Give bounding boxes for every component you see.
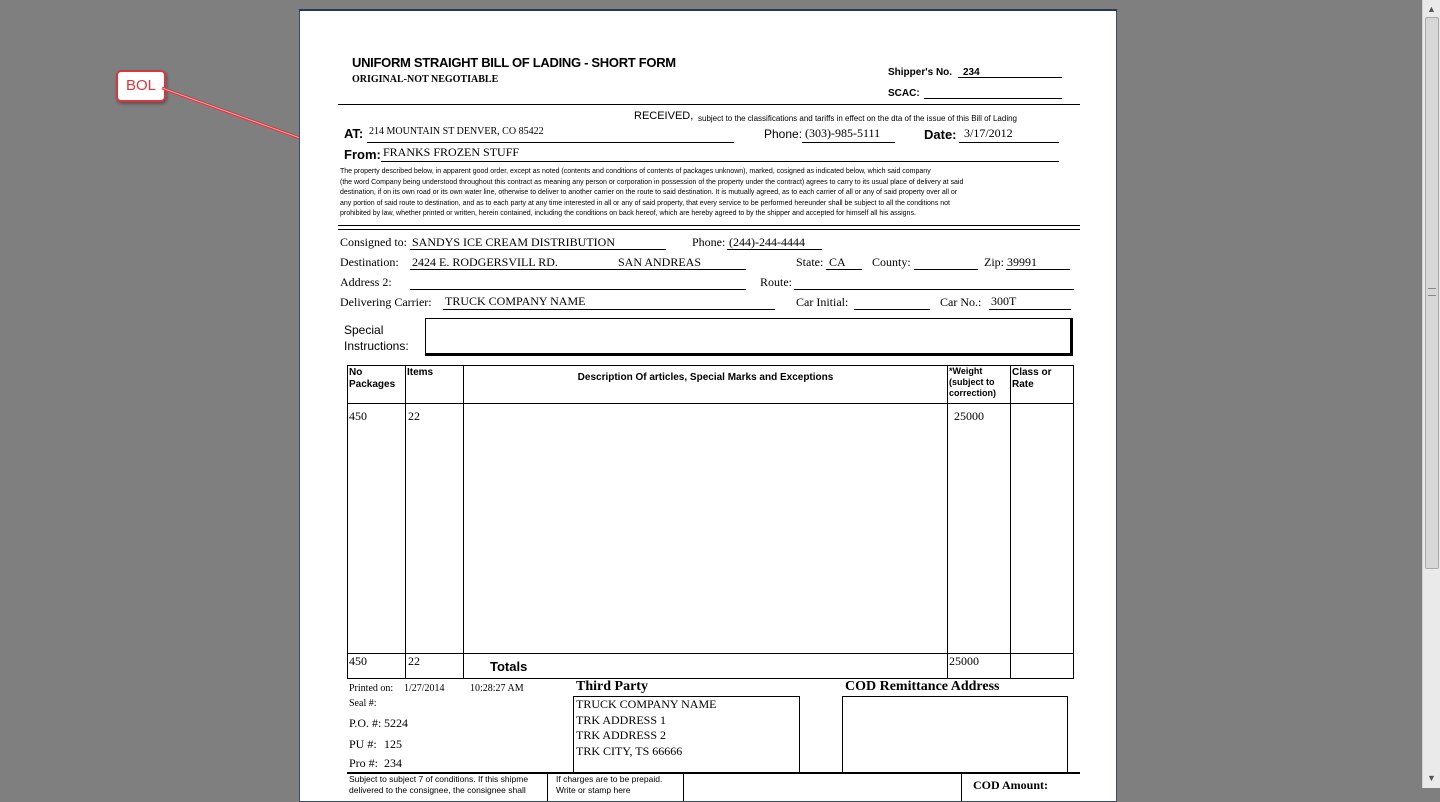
printed-on-date: 1/27/2014 bbox=[404, 683, 445, 694]
row-items[interactable]: 22 bbox=[408, 409, 420, 423]
third-party-box bbox=[573, 696, 800, 774]
special-instructions-value bbox=[426, 319, 1070, 325]
col-divider bbox=[1010, 365, 1011, 678]
header-class bbox=[1012, 367, 1051, 391]
special-label-line2: Instructions: bbox=[344, 339, 409, 353]
pu-value[interactable]: 125 bbox=[384, 737, 402, 751]
totals-weight: 25000 bbox=[949, 654, 979, 668]
row-weight[interactable]: 25000 bbox=[954, 409, 984, 423]
header-class-line1: Class or bbox=[1012, 367, 1052, 378]
shippers-no-label: Shipper's No. bbox=[888, 67, 953, 78]
car-initial-line bbox=[854, 309, 930, 310]
header-description: Description Of articles, Special Marks and Exceptions bbox=[577, 372, 834, 383]
at-value[interactable]: 214 MOUNTAIN ST DENVER, CO 85422 bbox=[369, 126, 544, 137]
car-no-value[interactable]: 300T bbox=[991, 294, 1017, 308]
zip-value[interactable]: 39991 bbox=[1007, 255, 1037, 269]
route-line bbox=[794, 289, 1074, 290]
state-value[interactable]: CA bbox=[829, 255, 846, 269]
consigned-value[interactable]: SANDYS ICE CREAM DISTRIBUTION bbox=[412, 235, 616, 249]
pro-value[interactable]: 234 bbox=[384, 756, 402, 770]
phone-label: Phone: bbox=[764, 127, 803, 141]
date-value[interactable]: 3/17/2012 bbox=[964, 126, 1013, 140]
legal-divider-bottom bbox=[338, 229, 1080, 230]
header-divider bbox=[338, 104, 1080, 105]
destination-street[interactable]: 2424 E. RODGERSVILL RD. bbox=[412, 255, 558, 269]
header-weight-line1: *Weight bbox=[949, 366, 983, 376]
car-initial-label: Car Initial: bbox=[796, 295, 849, 309]
grip-icon bbox=[1428, 288, 1436, 296]
scac-line bbox=[924, 98, 1062, 99]
destination-label: Destination: bbox=[340, 255, 399, 269]
county-line bbox=[914, 269, 978, 270]
date-line bbox=[959, 142, 1059, 143]
vertical-scrollbar[interactable] bbox=[1422, 0, 1440, 788]
prepaid-line1: If charges are to be prepaid. bbox=[556, 774, 663, 784]
form-title: UNIFORM STRAIGHT BILL OF LADING - SHORT FORM bbox=[352, 55, 676, 70]
prepaid-line2: Write or stamp here bbox=[556, 785, 631, 795]
scroll-down-icon[interactable]: ▼ bbox=[1427, 773, 1436, 783]
subject-section-7-text bbox=[349, 774, 545, 796]
carrier-line bbox=[443, 309, 775, 310]
callout-pointer bbox=[0, 0, 310, 150]
subject-line1: Subject to subject 7 of conditions. If this shipme bbox=[349, 774, 529, 784]
carrier-value[interactable]: TRUCK COMPANY NAME bbox=[445, 294, 586, 308]
pu-label: PU #: bbox=[349, 737, 377, 751]
legal-divider-top bbox=[338, 225, 1080, 226]
col-divider bbox=[947, 365, 948, 678]
legal-line: (the word Company being understood throughout this contract as meaning any person or corporation in possession of the property under the contract) agrees to carry to its usual place of delivery at said bbox=[340, 178, 964, 186]
special-instructions-box[interactable] bbox=[425, 318, 1073, 356]
header-packages-line1: No bbox=[349, 367, 363, 378]
from-line bbox=[381, 161, 1059, 162]
third-party-line: TRK CITY, TS 66666 bbox=[576, 743, 683, 758]
header-weight-line3: correction) bbox=[949, 388, 997, 398]
consigned-label: Consigned to: bbox=[340, 235, 408, 249]
legal-line: destination, if on its own road or its own water line, otherwise to deliver to another carrier on the route to said destination. It is mutually agreed, as to each carrier of all or any of said property over all or bbox=[340, 189, 958, 196]
address2-label: Address 2: bbox=[340, 275, 392, 289]
third-party-line: TRK ADDRESS 1 bbox=[576, 712, 667, 727]
car-no-label: Car No.: bbox=[940, 295, 982, 309]
at-line bbox=[367, 142, 734, 143]
po-value[interactable]: 5224 bbox=[384, 716, 408, 730]
scac-label: SCAC: bbox=[888, 88, 920, 99]
header-weight bbox=[949, 366, 996, 399]
cod-remittance-box bbox=[842, 696, 1068, 774]
state-label: State: bbox=[796, 255, 824, 269]
bottom-col-divider bbox=[961, 772, 962, 802]
scroll-thumb[interactable] bbox=[1425, 17, 1439, 569]
header-packages-line2: Packages bbox=[349, 379, 396, 390]
row-packages[interactable]: 450 bbox=[349, 409, 367, 423]
printed-on-label: Printed on: bbox=[349, 683, 394, 694]
legal-text bbox=[340, 167, 1080, 220]
consignee-phone-value[interactable]: (244)-244-4444 bbox=[729, 235, 805, 249]
legal-line: prohibited by law, whether printed or written, herein contained, including the conditions on back hereof, which are hereby agreed to by the shipper and accepted for himself all his assigns. bbox=[340, 210, 916, 217]
totals-items: 22 bbox=[408, 654, 420, 668]
special-label-line1: Special bbox=[344, 323, 384, 337]
at-label: AT: bbox=[344, 126, 364, 141]
bottom-col-divider bbox=[547, 772, 548, 802]
pro-label: Pro #: bbox=[349, 756, 379, 770]
carrier-label: Delivering Carrier: bbox=[340, 295, 432, 309]
special-instructions-label bbox=[344, 322, 409, 354]
third-party-address bbox=[574, 697, 799, 759]
received-text: subject to the classifications and tariffs in effect on the dta of the issue of this Bill of Lading bbox=[698, 114, 1018, 123]
third-party-line: TRUCK COMPANY NAME bbox=[576, 697, 717, 711]
subject-line2: delivered to the consignee, the consignee shall bbox=[349, 785, 526, 795]
document-page bbox=[299, 9, 1117, 802]
bottom-col-divider bbox=[683, 772, 684, 802]
totals-packages: 450 bbox=[349, 654, 367, 668]
seal-label: Seal #: bbox=[349, 698, 377, 709]
phone-line bbox=[802, 142, 895, 143]
legal-line: The property described below, in apparent good order, except as noted (contents and conditions of contents of packages unknown), marked, cosigned as indicated below, which said company bbox=[340, 168, 931, 175]
date-label: Date: bbox=[924, 127, 957, 142]
col-divider bbox=[405, 365, 406, 678]
header-packages bbox=[349, 367, 395, 391]
bol-annotation-callout: BOL bbox=[116, 70, 166, 102]
destination-city[interactable]: SAN ANDREAS bbox=[618, 255, 702, 269]
legal-line: any portion of said route to destination, and as to each party at any time interested in all or any of said property, that every service to be performed hereunder shall be subject to all the conditions not bbox=[340, 199, 951, 207]
header-class-line2: Rate bbox=[1012, 379, 1034, 390]
car-no-line bbox=[989, 309, 1071, 310]
scroll-up-icon[interactable]: ▲ bbox=[1427, 4, 1436, 14]
route-label: Route: bbox=[760, 275, 792, 289]
zip-label: Zip: bbox=[984, 255, 1004, 269]
from-value[interactable]: FRANKS FROZEN STUFF bbox=[383, 145, 520, 159]
prepaid-text bbox=[556, 774, 662, 796]
third-party-line: TRK ADDRESS 2 bbox=[576, 728, 667, 742]
form-subtitle: ORIGINAL-NOT NEGOTIABLE bbox=[352, 74, 499, 85]
consignee-phone-label: Phone: bbox=[692, 235, 726, 249]
received-label: RECEIVED, bbox=[634, 110, 694, 122]
phone-value[interactable]: (303)-985-5111 bbox=[805, 126, 881, 140]
county-label: County: bbox=[872, 255, 911, 269]
from-label: From: bbox=[344, 147, 381, 162]
cod-remittance-title: COD Remittance Address bbox=[845, 679, 1000, 694]
cod-amount-label: COD Amount: bbox=[973, 778, 1049, 792]
totals-label: Totals bbox=[490, 659, 528, 674]
address2-line bbox=[410, 289, 746, 290]
header-weight-line2: (subject to bbox=[949, 377, 995, 387]
header-items: Items bbox=[407, 367, 434, 378]
col-divider bbox=[463, 365, 464, 678]
printed-on-time: 10:28:27 AM bbox=[470, 683, 524, 694]
third-party-title: Third Party bbox=[576, 679, 648, 694]
po-label: P.O. #: bbox=[349, 716, 382, 730]
shippers-no-value[interactable]: 234 bbox=[963, 67, 980, 78]
table-header-divider bbox=[347, 403, 1073, 404]
